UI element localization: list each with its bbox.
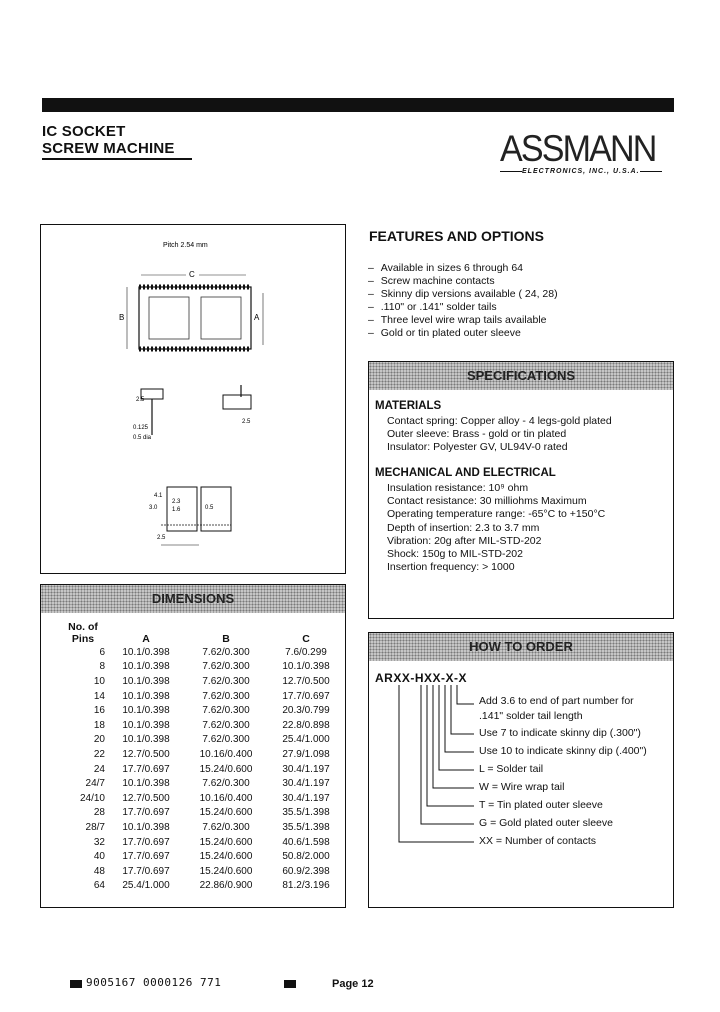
title-underline (42, 158, 192, 160)
mechanical-list (387, 482, 605, 574)
cell-c: 27.9/1.098 (282, 748, 330, 760)
cell-b: 7.62/0.300 (202, 821, 250, 833)
cell-b: 22.86/0.900 (199, 880, 253, 892)
feature-item: – .110" or .141" solder tails (368, 301, 558, 314)
cell-c: 60.9/2.398 (282, 865, 330, 877)
how-to-order-title: HOW TO ORDER (369, 633, 673, 661)
header-a: A (142, 633, 150, 645)
cell-pins: 14 (93, 690, 105, 702)
title-line-1: IC SOCKET (42, 123, 126, 140)
page-number: Page 12 (332, 978, 374, 990)
cell-c: 40.6/1.598 (282, 836, 330, 848)
feature-item: – Gold or tin plated outer sleeve (368, 327, 558, 340)
dim-label-contact-0-5: 0.5 (205, 505, 214, 511)
cell-pins: 6 (99, 646, 105, 658)
table-row (55, 674, 341, 689)
cell-c: 35.5/1.398 (282, 807, 330, 819)
cell-a: 10.1/0.398 (122, 646, 170, 658)
table-row (55, 879, 341, 894)
header-b: B (222, 633, 230, 645)
cell-b: 7.62/0.300 (202, 690, 250, 702)
cell-a: 10.1/0.398 (122, 675, 170, 687)
socket-window-right (201, 297, 241, 339)
cell-b: 15.24/0.600 (199, 807, 253, 819)
specifications-panel (368, 361, 674, 619)
cell-a: 25.4/1.000 (122, 880, 170, 892)
order-option: .141" solder tail length (479, 710, 583, 722)
cell-c: 50.8/2.000 (282, 851, 330, 863)
dim-label-3-0: 3.0 (149, 505, 158, 511)
footer-mark-right (284, 980, 296, 988)
cell-b: 7.62/0.300 (202, 734, 250, 746)
cell-c: 10.1/0.398 (282, 661, 330, 673)
dimensions-panel (40, 584, 346, 908)
table-row (55, 820, 341, 835)
cell-c: 30.4/1.197 (282, 792, 330, 804)
cell-b: 7.62/0.300 (202, 675, 250, 687)
cell-a: 10.1/0.398 (122, 719, 170, 731)
cell-c: 30.4/1.197 (282, 778, 330, 790)
cell-pins: 24/7 (85, 778, 105, 790)
cell-pins: 24/10 (79, 792, 105, 804)
cell-c: 30.4/1.197 (282, 763, 330, 775)
dim-label-2-5: 2.5 (136, 397, 145, 403)
socket-drawing (41, 225, 344, 572)
dim-label-c: C (189, 270, 195, 279)
dim-label-2-3: 2.3 (172, 499, 181, 505)
table-row (55, 791, 341, 806)
cell-a: 17.7/0.697 (122, 851, 170, 863)
cell-b: 7.62/0.300 (202, 719, 250, 731)
cell-a: 17.7/0.697 (122, 807, 170, 819)
cell-pins: 20 (93, 734, 105, 746)
cell-c: 35.5/1.398 (282, 821, 330, 833)
table-row (55, 703, 341, 718)
footer-code: 9005167 0000126 771 (86, 976, 222, 989)
dimensions-title: DIMENSIONS (41, 585, 345, 613)
technical-drawing-panel (40, 224, 346, 574)
cell-a: 10.1/0.398 (122, 705, 170, 717)
header-bar (42, 98, 674, 112)
table-row (55, 806, 341, 821)
brand-subtitle-text: ELECTRONICS, INC., U.S.A. (522, 168, 640, 175)
cell-pins: 22 (93, 748, 105, 760)
cell-b: 7.62/0.300 (202, 778, 250, 790)
materials-item: Outer sleeve: Brass - gold or tin plated (387, 428, 567, 441)
cell-pins: 18 (93, 719, 105, 731)
table-row (55, 762, 341, 777)
header-c: C (302, 633, 310, 645)
order-option: Use 7 to indicate skinny dip (.300") (479, 727, 641, 739)
order-code: ARXX-HXX-X-X (375, 671, 468, 685)
cell-a: 10.1/0.398 (122, 690, 170, 702)
header-pins: No. of Pins (68, 621, 98, 645)
mechanical-item: Contact resistance: 30 milliohms Maximum (387, 495, 587, 508)
mechanical-item: Vibration: 20g after MIL-STD-202 (387, 534, 542, 547)
table-row (55, 645, 341, 660)
cell-pins: 8 (99, 661, 105, 673)
features-title: FEATURES AND OPTIONS (369, 228, 545, 244)
leader-line-7 (421, 685, 474, 824)
cell-pins: 28/7 (85, 821, 105, 833)
cell-a: 10.1/0.398 (122, 734, 170, 746)
cell-b: 10.16/0.400 (199, 748, 253, 760)
materials-title: MATERIALS (375, 400, 442, 412)
cell-pins: 16 (93, 705, 105, 717)
cell-c: 17.7/0.697 (282, 690, 330, 702)
socket-window-left (149, 297, 189, 339)
order-option: Add 3.6 to end of part number for (479, 695, 634, 707)
dim-label-b: B (119, 313, 125, 322)
table-row (55, 835, 341, 850)
table-row (55, 776, 341, 791)
title-line-2: SCREW MACHINE (42, 140, 175, 157)
dim-label-contact-2-5: 2.5 (157, 535, 166, 541)
dimensions-body (55, 645, 341, 893)
cell-pins: 32 (93, 836, 105, 848)
cell-pins: 40 (93, 851, 105, 863)
materials-item: Contact spring: Copper alloy - 4 legs-gold plated (387, 415, 612, 427)
socket-body-top-view (139, 287, 251, 349)
pitch-label: Pitch 2.54 mm (163, 242, 208, 249)
cell-pins: 28 (93, 807, 105, 819)
mechanical-item: Operating temperature range: -65°C to +150°C (387, 508, 606, 521)
order-option: L = Solder tail (479, 763, 544, 775)
cell-a: 12.7/0.500 (122, 792, 170, 804)
cell-b: 7.62/0.300 (202, 661, 250, 673)
cell-b: 15.24/0.600 (199, 763, 253, 775)
cell-b: 15.24/0.600 (199, 851, 253, 863)
table-row (55, 689, 341, 704)
order-option: XX = Number of contacts (479, 835, 597, 847)
materials-item: Insulator: Polyester GV, UL94V-0 rated (387, 441, 568, 454)
table-row (55, 864, 341, 879)
cell-b: 7.62/0.300 (202, 646, 250, 658)
cell-pins: 10 (93, 675, 105, 687)
cell-b: 15.24/0.600 (199, 836, 253, 848)
order-option: G = Gold plated outer sleeve (479, 817, 613, 829)
how-to-order-panel (368, 632, 674, 908)
dim-label-0-5: 0.5 dia (133, 435, 152, 441)
mechanical-item: Insertion frequency: > 1000 (387, 561, 515, 574)
specifications-title: SPECIFICATIONS (369, 362, 673, 390)
cell-a: 10.1/0.398 (122, 661, 170, 673)
feature-item: – Three level wire wrap tails available (368, 314, 558, 327)
materials-list (387, 415, 612, 455)
mechanical-item: Shock: 150g to MIL-STD-202 (387, 547, 523, 560)
order-option: W = Wire wrap tail (479, 781, 565, 793)
cell-b: 15.24/0.600 (199, 865, 253, 877)
cell-a: 17.7/0.697 (122, 836, 170, 848)
cell-a: 10.1/0.398 (122, 821, 170, 833)
order-option: T = Tin plated outer sleeve (479, 799, 603, 811)
footer-mark-left (70, 980, 82, 988)
feature-item: – Screw machine contacts (368, 275, 558, 288)
cell-c: 20.3/0.799 (282, 705, 330, 717)
feature-item: – Available in sizes 6 through 64 (368, 262, 558, 275)
cell-a: 17.7/0.697 (122, 865, 170, 877)
cell-a: 17.7/0.697 (122, 763, 170, 775)
end-view-body (223, 395, 251, 409)
table-row (55, 733, 341, 748)
leader-line-3 (445, 685, 474, 752)
features-list (368, 262, 558, 340)
cell-pins: 48 (93, 865, 105, 877)
brand-logo: ASSMANN (500, 128, 656, 169)
feature-item: – Skinny dip versions available ( 24, 28) (368, 288, 558, 301)
dimensions-header-row (55, 621, 341, 645)
cell-a: 12.7/0.500 (122, 748, 170, 760)
cell-pins: 24 (93, 763, 105, 775)
mechanical-item: Insulation resistance: 10⁹ ohm (387, 482, 529, 494)
dim-label-1-6: 1.6 (172, 507, 181, 513)
table-row (55, 747, 341, 762)
cell-c: 12.7/0.500 (282, 675, 330, 687)
table-row (55, 718, 341, 733)
dimensions-table (55, 621, 341, 893)
cell-c: 22.8/0.898 (282, 719, 330, 731)
cell-c: 81.2/3.196 (282, 880, 330, 892)
table-row (55, 660, 341, 675)
table-row (55, 849, 341, 864)
dim-label-end-2-5: 2.5 (242, 419, 251, 425)
cell-b: 7.62/0.300 (202, 705, 250, 717)
leader-line-1 (457, 685, 474, 704)
order-option: Use 10 to indicate skinny dip (.400") (479, 745, 647, 757)
leader-line-8 (399, 685, 474, 842)
dim-label-0-125: 0.125 (133, 425, 149, 431)
cell-c: 25.4/1.000 (282, 734, 330, 746)
cell-pins: 64 (93, 880, 105, 892)
mechanical-title: MECHANICAL AND ELECTRICAL (375, 467, 556, 479)
brand-subtitle (500, 168, 662, 175)
cell-a: 10.1/0.398 (122, 778, 170, 790)
mechanical-item: Depth of insertion: 2.3 to 3.7 mm (387, 521, 540, 534)
dim-label-4-1: 4.1 (154, 493, 163, 499)
cell-c: 7.6/0.299 (285, 646, 327, 658)
cell-b: 10.16/0.400 (199, 792, 253, 804)
dim-label-a: A (254, 313, 260, 322)
leader-line-2 (451, 685, 474, 734)
